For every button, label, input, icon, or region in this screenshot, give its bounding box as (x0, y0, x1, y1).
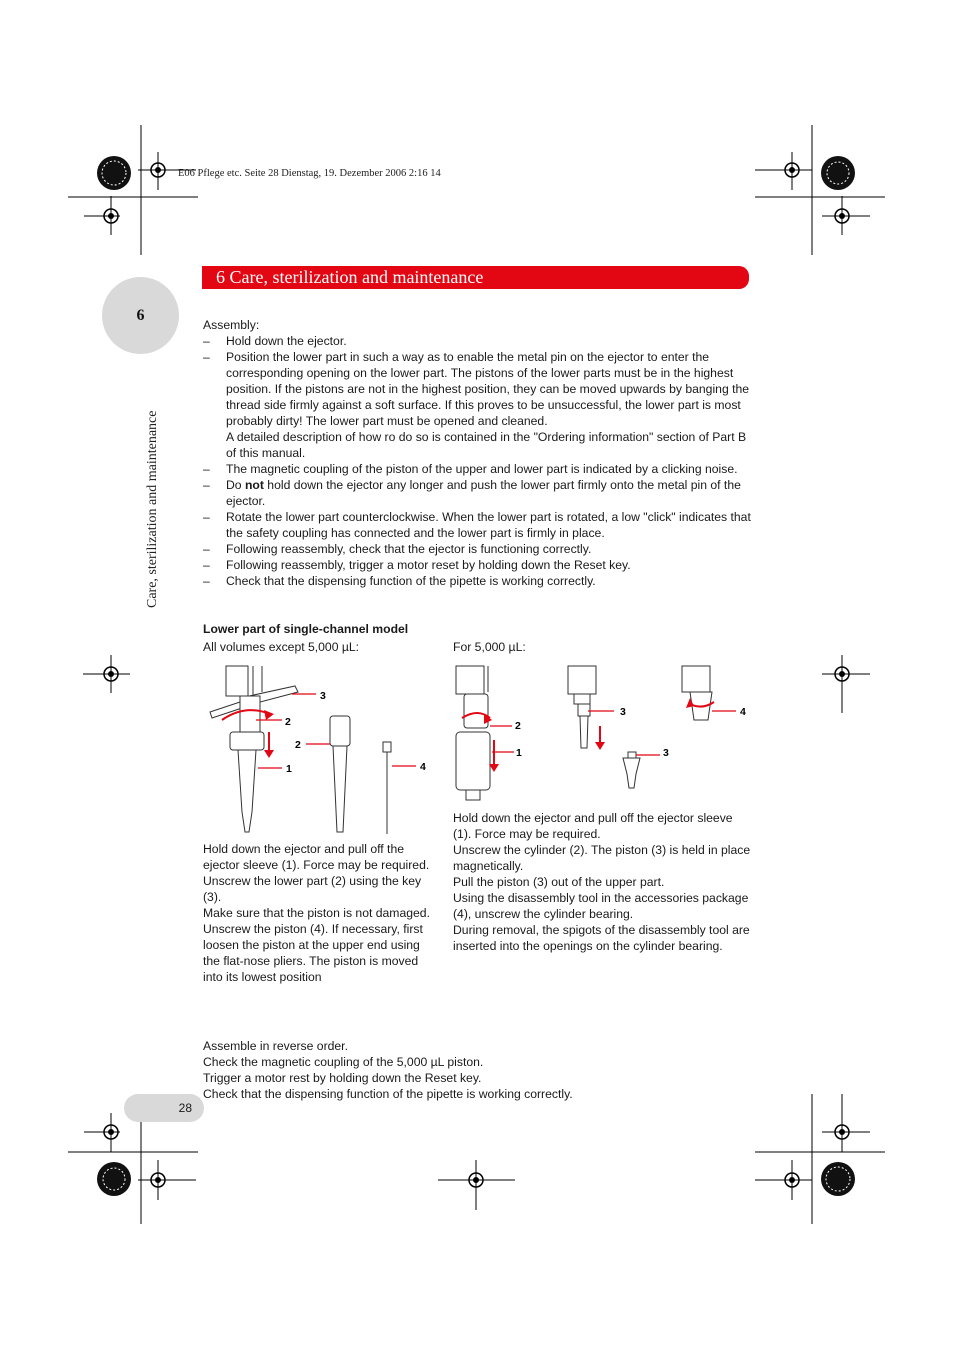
diagram-label: 1 (286, 763, 292, 775)
assembly-list (203, 333, 751, 589)
instruction-line: Check that the dispensing function of the pipette is working correctly. (203, 1087, 573, 1101)
diagram-label: 3 (320, 690, 326, 702)
instruction-line: During removal, the spigots of the disassembly tool are inserted into the openings on the cylinder bearing. (453, 923, 750, 953)
instruction-line: Unscrew the piston (4). If necessary, first loosen the piston at the upper end using the flat-nose pliers. The piston is moved into its lowest position (203, 922, 423, 984)
instruction-line: Trigger a motor rest by holding down the Reset key. (203, 1071, 482, 1085)
instruction-line: Unscrew the cylinder (2). The piston (3) is held in place magnetically. (453, 843, 751, 873)
section-heading: Lower part of single-channel model (203, 622, 409, 636)
instruction-line: Unscrew the lower part (2) using the key (3). (203, 874, 422, 904)
list-item: – Rotate the lower part counterclockwise. When the lower part is rotated, a low "click" indicates that the safety coupling has connected and the lower part is firmly in place. (203, 510, 751, 540)
side-chapter-title: Care, sterilization and maintenance (145, 410, 160, 608)
list-item: – Following reassembly, check that the ejector is functioning correctly. (203, 542, 592, 556)
right-instructions (453, 810, 751, 954)
diagram-label: 1 (516, 747, 522, 759)
chapter-tab: 6 (102, 277, 179, 354)
instruction-line: Pull the piston (3) out of the upper part. (453, 875, 665, 889)
instruction-line: Using the disassembly tool in the accessories package (4), unscrew the cylinder bearing. (453, 891, 749, 921)
closing-instructions (203, 1038, 751, 1102)
instruction-line: Assemble in reverse order. (203, 1039, 348, 1053)
diagram-label: 3 (663, 747, 669, 759)
instruction-line: Make sure that the piston is not damaged. (203, 906, 430, 920)
right-illustration (450, 662, 750, 807)
instruction-line: Check the magnetic coupling of the 5,000 µL piston. (203, 1055, 484, 1069)
diagram-label: 4 (420, 761, 426, 773)
list-item: – Do not hold down the ejector any longer and push the lower part firmly onto the metal pin of the ejector. (203, 478, 741, 508)
assembly-section (203, 317, 751, 589)
diagram-label: 3 (620, 706, 626, 718)
right-caption: For 5,000 µL: (453, 640, 526, 654)
instruction-line: Hold down the ejector and pull off the ejector sleeve (1). Force may be required. (203, 842, 430, 872)
diagram-label: 2 (285, 716, 291, 728)
left-instructions (203, 841, 431, 985)
page-number: 28 (124, 1094, 204, 1122)
diagram-label: 2 (295, 739, 301, 751)
list-item: – Check that the dispensing function of the pipette is working correctly. (203, 574, 596, 588)
left-caption: All volumes except 5,000 µL: (203, 640, 360, 654)
diagram-label: 2 (515, 720, 521, 732)
chapter-title: 6 Care, sterilization and maintenance (202, 266, 749, 289)
list-item: – Following reassembly, trigger a motor reset by holding down the Reset key. (203, 558, 631, 572)
instruction-line: Hold down the ejector and pull off the ejector sleeve (1). Force may be required. (453, 811, 733, 841)
assembly-heading: Assembly: (203, 318, 260, 332)
left-illustration (200, 662, 430, 837)
list-item: – Position the lower part in such a way as to enable the metal pin on the ejector to enter the corresponding opening on the lower part. The pistons of the lower parts must be in the highest position. If the pistons are not in the highest position, they can be moved upwards by banging the thread side firmly against a soft surface. If this proves to be unsuccessful, the lower part is most probably dirty! The lower part must be opened and cleaned. A detailed description of how ro do so is contained in the "Ordering information" section of Part B of this manual. (203, 350, 750, 460)
print-slug: E06 Pflege etc. Seite 28 Dienstag, 19. Dezember 2006 2:16 14 (178, 168, 441, 179)
diagram-label: 4 (740, 706, 746, 718)
list-item: – Hold down the ejector. (203, 334, 347, 348)
list-item: – The magnetic coupling of the piston of the upper and lower part is indicated by a clicking noise. (203, 462, 738, 476)
